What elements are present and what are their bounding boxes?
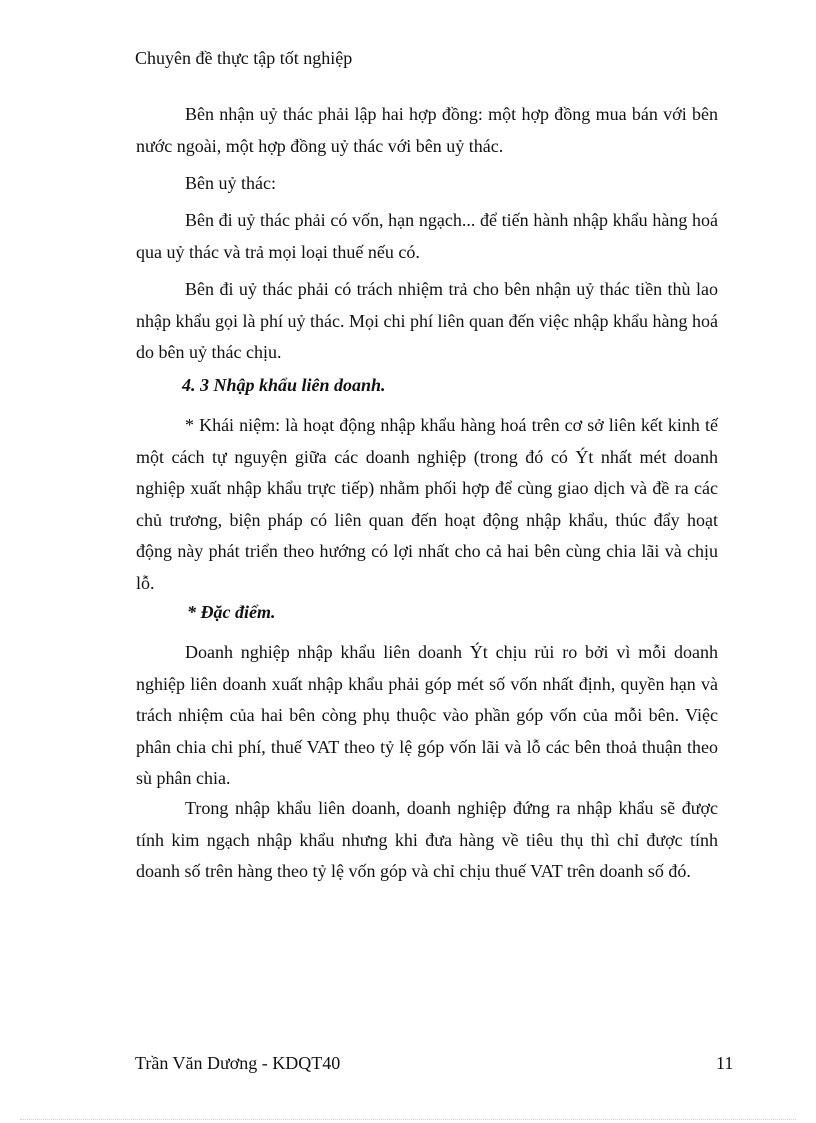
- page-header-title: Chuyên đề thực tập tốt nghiệp: [135, 48, 353, 68]
- paragraph-2: Bên uỷ thác:: [185, 173, 276, 193]
- footer-page-number: 11: [716, 1053, 734, 1073]
- paragraph-6: Doanh nghiệp nhập khẩu liên doanh Ýt chịu rủi ro bởi vì mỗi doanh nghiệp liên doanh xuất nhập khẩu phải góp mét số vốn nhất định, quyền hạn và trách nhiệm của hai bên còng phụ thuộc vào phần góp vốn của mỗi bên. Việc phân chia chi phí, thuế VAT theo tỷ lệ góp vốn lãi và lỗ các bên thoả thuận theo sù phân chia.: [136, 642, 718, 788]
- paragraph-3: Bên đi uỷ thác phải có vốn, hạn ngạch... để tiến hành nhập khẩu hàng hoá qua uỷ thác và trả mọi loại thuế nếu có.: [136, 210, 718, 262]
- footer-author: Trần Văn Dương - KDQT40: [135, 1053, 341, 1073]
- paragraph-5: * Khái niệm: là hoạt động nhập khẩu hàng hoá trên cơ sở liên kết kinh tế một cách tự nguyện giữa các doanh nghiệp (trong đó có Ýt nhất mét doanh nghiệp xuất nhập khẩu trực tiếp) nhằm phối hợp để cùng giao dịch và đề ra các chủ trương, biện pháp có liên quan đến hoạt động nhập khẩu, thúc đẩy hoạt động này phát triển theo hướng có lợi nhất cho cả hai bên cùng chia lãi và chịu lỗ.: [136, 415, 718, 593]
- paragraph-1: Bên nhận uỷ thác phải lập hai hợp đồng: một hợp đồng mua bán với bên nước ngoài, một hợp đồng uỷ thác với bên uỷ thác.: [136, 104, 718, 156]
- paragraph-7: Trong nhập khẩu liên doanh, doanh nghiệp đứng ra nhập khẩu sẽ được tính kim ngạch nhập khẩu nhưng khi đưa hàng về tiêu thụ thì chỉ được tính doanh số trên hàng theo tỷ lệ vốn góp và chỉ chịu thuế VAT trên doanh số đó.: [136, 798, 718, 881]
- paragraph-4: Bên đi uỷ thác phải có trách nhiệm trả cho bên nhận uỷ thác tiền thù lao nhập khẩu gọi là phí uỷ thác. Mọi chi phí liên quan đến việc nhập khẩu hàng hoá do bên uỷ thác chịu.: [136, 279, 718, 362]
- section-heading-dac-diem: * Đặc điểm.: [187, 602, 276, 622]
- page-bottom-edge: [20, 1119, 796, 1120]
- section-heading-4-3: 4. 3 Nhập khẩu liên doanh.: [182, 375, 386, 395]
